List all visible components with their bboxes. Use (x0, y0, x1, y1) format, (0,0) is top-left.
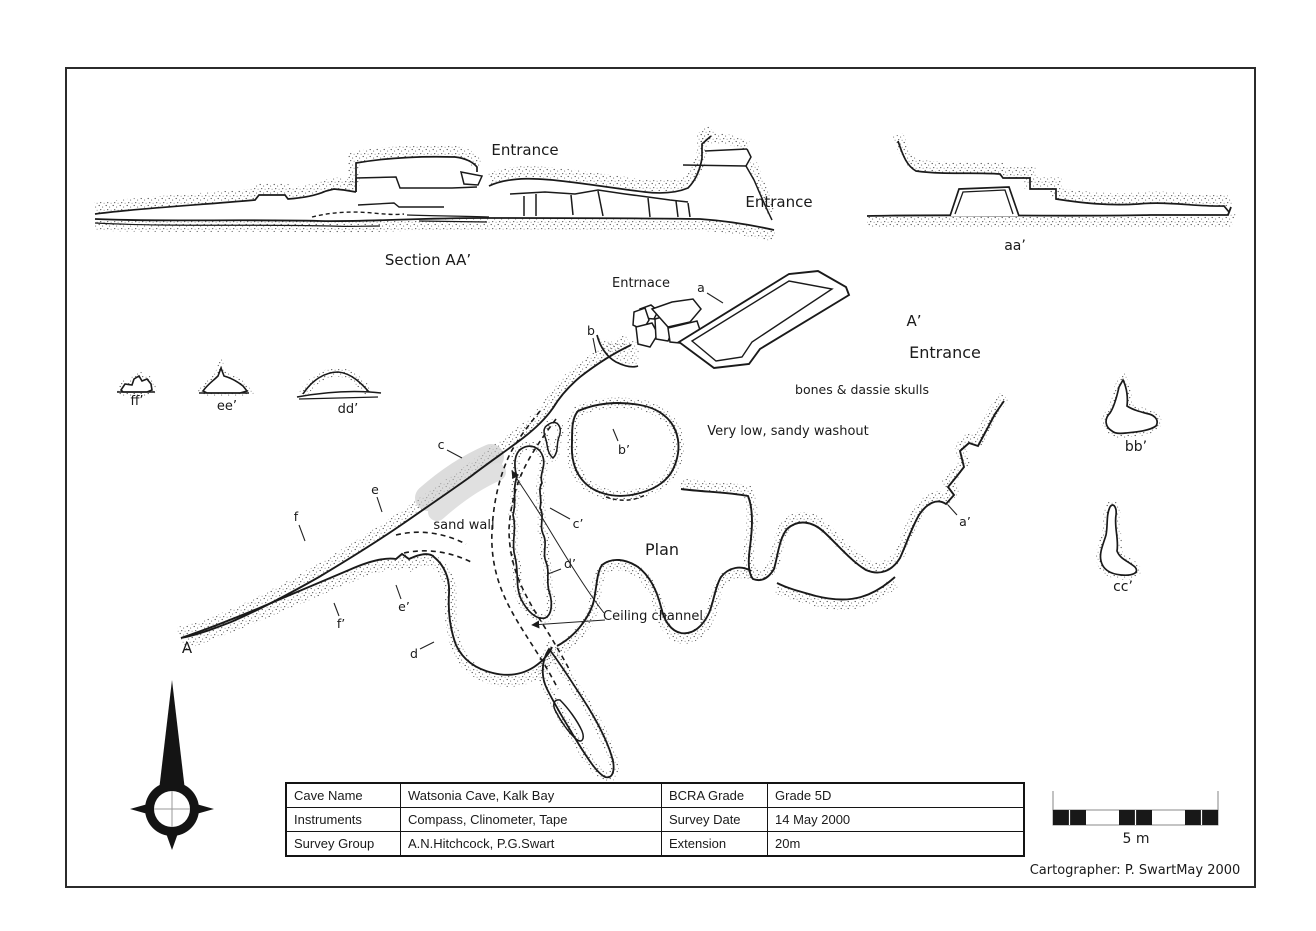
table-row (286, 783, 1024, 808)
station-c-prime: c’ (572, 516, 584, 531)
table-cell-value: Compass, Clinometer, Tape (401, 808, 662, 832)
table-cell-label: Cave Name (286, 783, 401, 808)
station-a: a (697, 280, 705, 295)
plan-drawing (178, 271, 1004, 777)
table-cell-value: 20m (768, 832, 1025, 857)
table-cell-label: Survey Group (286, 832, 401, 857)
plan-caption: Plan (644, 540, 680, 559)
table-cell-value: 14 May 2000 (768, 808, 1025, 832)
station-d-prime: d’ (564, 556, 576, 571)
table-row (286, 832, 1024, 857)
section-slab-joints (510, 190, 690, 217)
station-d: d (410, 646, 418, 661)
table-row (286, 808, 1024, 832)
survey-data-table (285, 782, 1025, 857)
table-cell-value: Watsonia Cave, Kalk Bay (401, 783, 662, 808)
cross-section-cc-label: cc’ (1113, 579, 1133, 595)
aa-section-caption: aa’ (1004, 238, 1026, 254)
station-b-prime: b’ (618, 442, 630, 457)
north-arrow-compass (130, 680, 214, 850)
cross-section-ff-label: ff’ (130, 394, 144, 409)
station-e: e (371, 482, 379, 497)
note-ceiling-channel: Ceiling channel (603, 609, 703, 624)
note-bones: bones & dassie skulls (795, 382, 929, 397)
table-cell-label: Extension (662, 832, 768, 857)
station-b: b (587, 323, 595, 338)
section-fallen-block (461, 172, 482, 185)
note-sand-wall: sand wall (433, 518, 495, 533)
cross-section-bb-label: bb’ (1124, 439, 1148, 455)
cross-section-dd-label: dd’ (337, 402, 359, 417)
station-f: f (293, 509, 299, 524)
scale-bar-label: 5 m (1122, 831, 1150, 847)
north-arrow (158, 680, 186, 799)
station-c: c (437, 437, 445, 452)
station-e-prime: e’ (398, 599, 410, 614)
section-aa-drawing (95, 129, 774, 236)
table-cell-label: BCRA Grade (662, 783, 768, 808)
section-entrance-label-2: Entrance (745, 193, 813, 211)
table-cell-value: A.N.Hitchcock, P.G.Swart (401, 832, 662, 857)
section-caption: Section AA’ (384, 251, 472, 269)
plan-entrance-label-right: Entrance (909, 343, 981, 362)
endpoint-a-prime: A’ (906, 312, 922, 330)
section-dashed-floor (312, 212, 404, 217)
table-cell-label: Instruments (286, 808, 401, 832)
section-entrance-label-1: Entrance (491, 141, 559, 159)
table-cell-value: Grade 5D (768, 783, 1025, 808)
aa-cross-section-drawing (867, 135, 1231, 222)
endpoint-a: A (181, 639, 193, 657)
station-a-prime: a’ (959, 514, 971, 529)
scale-bar (1053, 791, 1218, 825)
cartographer-credit: Cartographer: P. SwartMay 2000 (1029, 863, 1241, 878)
plan-entrance-label-top: Entrnace (611, 276, 671, 291)
note-washout: Very low, sandy washout (707, 424, 869, 439)
station-f-prime: f’ (336, 616, 346, 631)
table-cell-label: Survey Date (662, 808, 768, 832)
cross-section-ee-label: ee’ (216, 399, 238, 414)
